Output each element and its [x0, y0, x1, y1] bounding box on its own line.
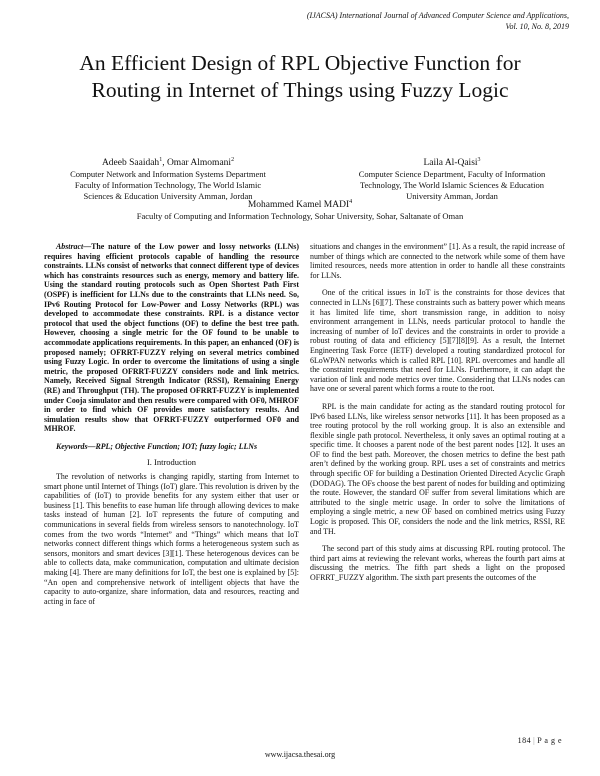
body-paragraph: RPL is the main candidate for acting as the standard routing protocol for IPv6 based LLNs, like wireless sensor networks [11]. It has been proposed as a tree routing protocol by the roll working group. It is also an extensible and flexible single path protocol. Nevertheless, it only saves an optimal routing at a specific time. It chooses a parent node of the best parent nodes [12]. It uses an OF to find the best path. Moreover, the chosen metrics to define the best path aren’t defined by the working group. RPL uses a set of constraints and metrics through specific OF for building a Destination Oriented Directed Acyclic Graph (DODAG). The OFs choose the best parent of nodes for building and optimizing the route. However, the standard OF suffer from several limitations which are attributed to the single metric usage. In order to solve the limitations of employing a single metric, a new OF based on combined metrics using Fuzzy Logic is proposed. This OF, considers the node and the link metrics, RSSI, RE and TH. — [310, 401, 565, 536]
footer-url[interactable]: www.ijacsa.thesai.org — [264, 750, 336, 759]
body-paragraph: One of the critical issues in IoT is the constraints for those devices that connected in LLNs [6][7]. These constraints such as battery power which means it has limited life time, short transmission range, in addition to noisy environment arrangement in LLNs, needs particular protocol to handle the increasing of number of IoT devices and the constraints in order to provide a robust routing of data and efficiency [5][7][8][9]. As a result, the Internet Engineering Task Force (IETF) developed a routing standardized protocol for 6LoWPAN networks which is called RPL [10]. RPL overcomes and handle all the constraint requirements that need for LLNs. Furthermore, it can adapt the variation of link and node metrics over time. Considering that LLNs nodes can have one or several parent which forms a route to the root. — [310, 288, 565, 394]
left-column — [44, 242, 299, 606]
journal-header-line1: (IJACSA) International Journal of Advanced Computer Science and Applications, — [306, 11, 569, 20]
body-paragraph: The second part of this study aims at discussing RPL routing protocol. The third part aims at reviewing the relevant works, whereas the fourth part aims at discussing the metrics. The fifth part sheds a light on the proposed OFRRT_FUZZY algorithm. The sixth part presents the outcomes of the — [310, 544, 565, 582]
paper-title-line1: An Efficient Design of RPL Objective Function for — [79, 51, 521, 75]
author-names-left: Adeeb Saaidah$^1$, Omar Almomani$^2$ — [101, 157, 235, 169]
right-column — [310, 242, 565, 583]
abstract — [44, 242, 299, 434]
author-name-right: Laila Al-Qaisi$^3$ — [423, 157, 481, 169]
author-block-right — [322, 155, 582, 202]
author-block-bottom — [30, 197, 570, 222]
journal-header-line2: Vol. 10, No. 8, 2019 — [505, 21, 569, 31]
author-affiliation: Faculty of Information Technology, The World Islamic — [74, 180, 262, 191]
journal-header — [209, 11, 569, 32]
body-paragraph: The revolution of networks is changing rapidly, starting from Internet to smart phone until Internet of Things (IoT) glare. This revolution is driven by the capabilities of (IoT) to provide benefits for any system either that user or business [1]. This benefits to ease human life through allowing devices to make tasks instead of human [2]. IoT represents the future of computing and communications in several fields from wireless sensors to nanotechnology. IoT comes from the two words “Internet” and “Things” which means that IoT networks connect different things which forms a heterogeneous system such as sensors, monitors and smart devices [3][1]. These heterogenous devices can be able to collects data, make communication, computation and ultimate decision making [4]. There are many definitions for IoT, the best one is explained by [5]: “An open and comprehensive network of intelligent objects that have the capacity to auto-organize, share information, data and resources, reacting and acting in face of — [44, 472, 299, 606]
page-label: P a g e — [537, 736, 562, 745]
author-affiliation: Computer Network and Information Systems Department — [70, 169, 266, 180]
section-heading: I. Introduction — [146, 457, 197, 468]
author-block-left — [18, 155, 318, 202]
author-affiliation: Technology, The World Islamic Sciences & Education — [359, 180, 545, 191]
author-affiliation: Computer Science Department, Faculty of Information — [358, 169, 546, 180]
page-number — [518, 736, 562, 745]
body-paragraph: situations and changes in the environment” [1]. As a result, the rapid increase of number of things which are connected to the network while some of them have limited resources, needs more attention in order to handle all these constraints for LLNs. — [310, 242, 565, 280]
abstract-text: —The nature of the Low power and lossy networks (LLNs) requires having efficient protocols capable of handling the resource constraints. LLNs consist of networks that connect different type of devices which has constraints resources such as energy, memory and battery life. Using the standard routing protocols such as Open Shortest Path First (OSPF) is inefficient for LLNs due to the constraints that LLNs need. So, IPv6 Routing Protocol for Low-Power and Lossy Networks (RPL) was developed to accommodate these constraints. RPL is a distance vector protocol that used the object functions (OF) to define the best tree path. However, choosing a single metric for the OF found to be unable to accommodate applications requirements. In this paper, an enhanced (OF) is proposed namely; OFRRT-FUZZY relying on several metrics combined using Fuzzy Logic. In order to overcome the limitations of using a single metric, the proposed OFRRT-FUZZY considers node and link metrics. Namely, Received Signal Strength Indicator (RSSI), Remaining Energy (RE) and Throughput (TH). The proposed OFRRT-FUZZY is implemented under Cooja simulator and then results were compared with OF0, MHROF in order to find which OF provides more satisfactory results. And simulation results show that OFRRT-FUZZY outperformed OF0 and MHROF. — [44, 242, 299, 434]
paper-title — [40, 50, 560, 104]
page-number-value: 184 — [517, 736, 532, 745]
author-affiliation: Sciences & Education University Amman, Jordan — [83, 191, 253, 202]
keywords: Keywords—RPL; Objective Function; IOT; fuzzy logic; LLNs — [56, 441, 258, 451]
page-separator: | — [533, 736, 536, 745]
abstract-label: Abstract — [56, 242, 84, 251]
paper-title-line2: Routing in Internet of Things using Fuzzy Logic — [91, 78, 509, 102]
author-affiliation: University Amman, Jordan — [406, 191, 498, 202]
author-affiliation: Faculty of Computing and Information Technology, Sohar University, Sohar, Saltanate of Oman — [136, 211, 464, 222]
author-name-bottom: Mohammed Kamel MADI$^4$ — [247, 199, 353, 211]
